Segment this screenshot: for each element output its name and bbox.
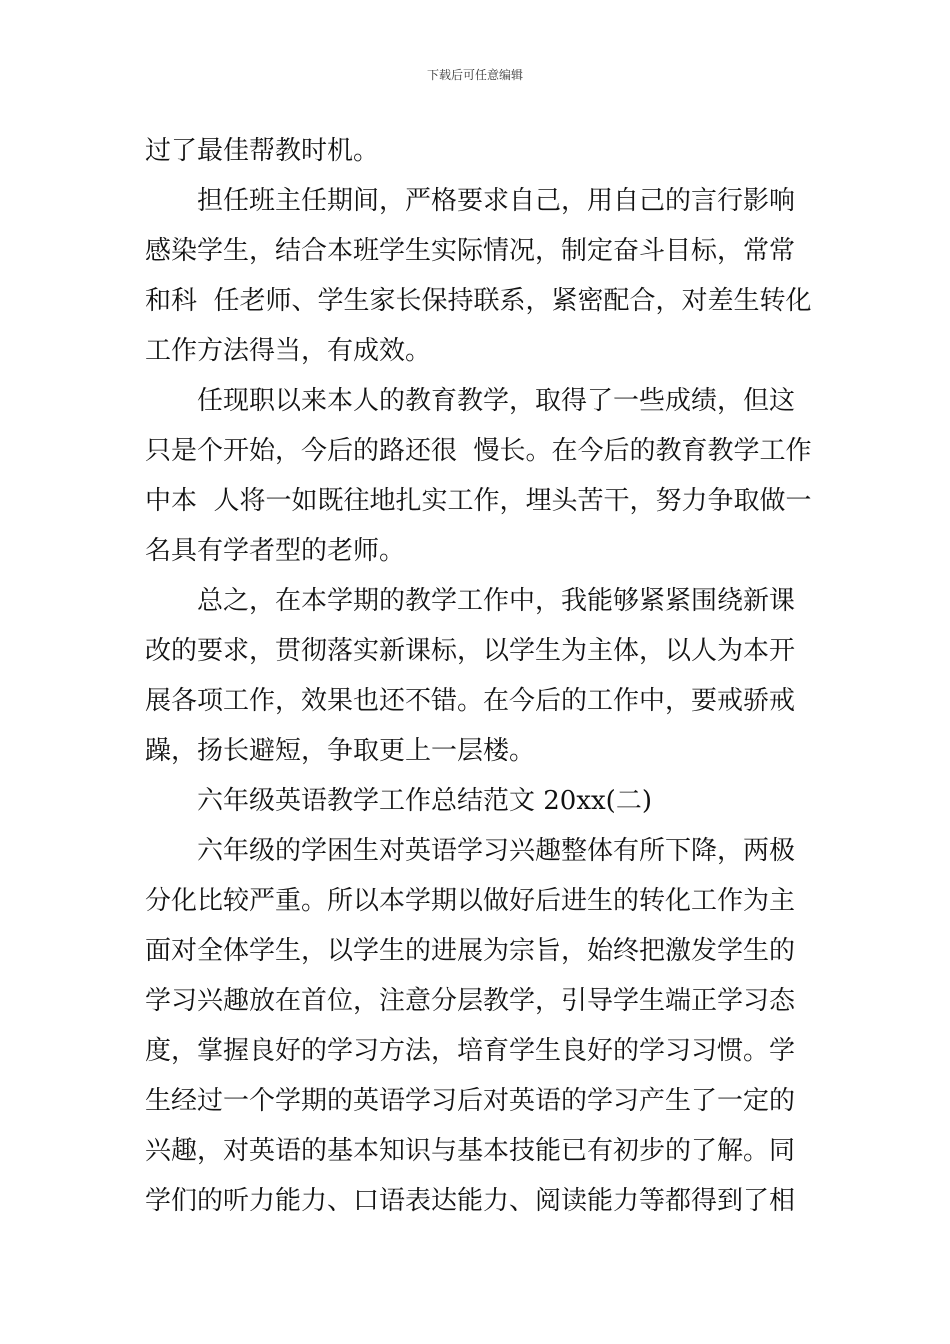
text-line: 感染学生，结合本班学生实际情况，制定奋斗目标，常常 xyxy=(145,236,796,266)
text-line: 中本 人将一如既往地扎实工作，埋头苦干，努力争取做一 xyxy=(145,486,812,516)
text-line: 兴趣，对英语的基本知识与基本技能已有初步的了解。同 xyxy=(145,1136,796,1166)
text-line: 分化比较严重。所以本学期以做好后进生的转化工作为主 xyxy=(145,886,796,916)
text-line: 名具有学者型的老师。 xyxy=(145,536,406,566)
text-line: 和科 任老师、学生家长保持联系，紧密配合，对差生转化 xyxy=(145,286,812,316)
paragraph-start-line: 总之，在本学期的教学工作中，我能够紧紧围绕新课 xyxy=(197,586,796,616)
section-heading: 六年级英语教学工作总结范文 20xx(二) xyxy=(197,786,652,816)
text-line: 展各项工作，效果也还不错。在今后的工作中，要戒骄戒 xyxy=(145,686,796,716)
text-line: 生经过一个学期的英语学习后对英语的学习产生了一定的 xyxy=(145,1086,796,1116)
text-line: 学们的听力能力、口语表达能力、阅读能力等都得到了相 xyxy=(145,1186,796,1216)
text-line: 躁，扬长避短，争取更上一层楼。 xyxy=(145,736,536,766)
text-line: 工作方法得当，有成效。 xyxy=(145,336,432,366)
paragraph-start-line: 六年级的学困生对英语学习兴趣整体有所下降，两极 xyxy=(197,836,796,866)
text-line: 改的要求，贯彻落实新课标，以学生为主体，以人为本开 xyxy=(145,636,796,666)
text-line: 度，掌握良好的学习方法，培育学生良好的学习习惯。学 xyxy=(145,1036,796,1066)
text-line: 过了最佳帮教时机。 xyxy=(145,136,380,166)
paragraph-start-line: 任现职以来本人的教育教学，取得了一些成绩，但这 xyxy=(197,386,796,416)
page-header: 下载后可任意编辑 xyxy=(426,68,523,82)
document-body xyxy=(145,126,810,1226)
paragraph-start-line: 担任班主任期间，严格要求自己，用自己的言行影响 xyxy=(197,186,796,216)
text-line: 只是个开始，今后的路还很 慢长。在今后的教育教学工作 xyxy=(145,436,812,466)
text-line: 面对全体学生，以学生的进展为宗旨，始终把激发学生的 xyxy=(145,936,796,966)
text-line: 学习兴趣放在首位，注意分层教学，引导学生端正学习态 xyxy=(145,986,796,1016)
